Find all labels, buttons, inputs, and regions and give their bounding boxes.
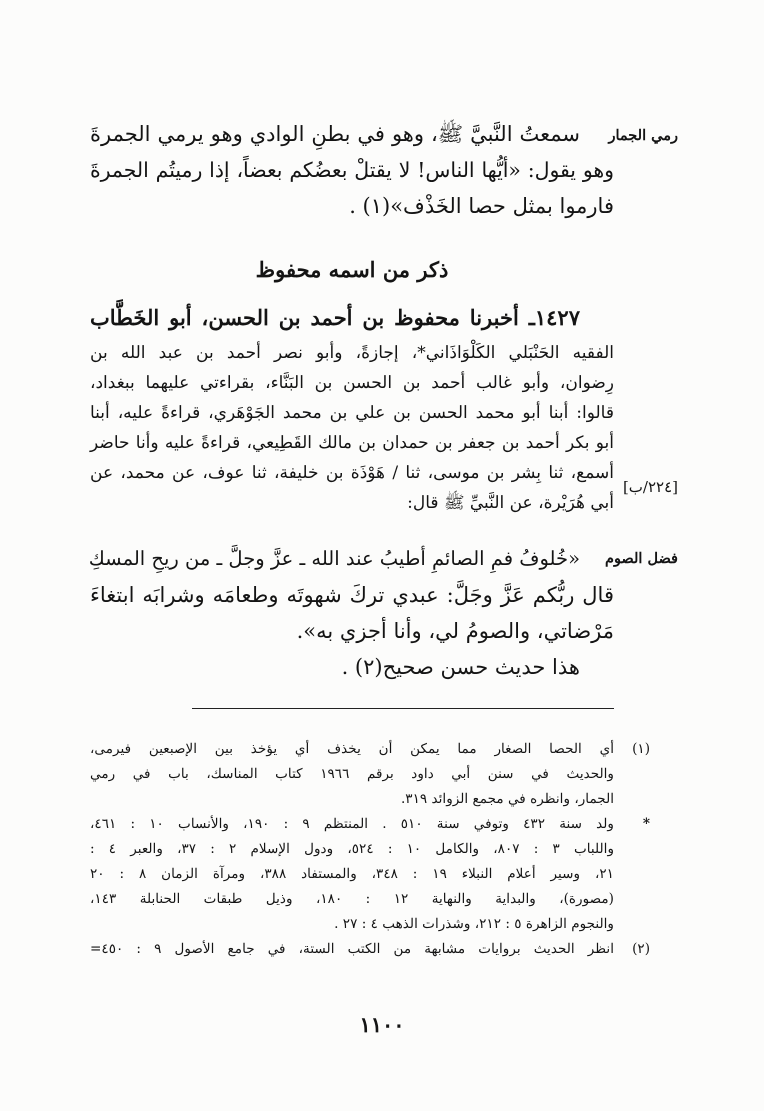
grading-line: هذا حديث حسن صحيح(٢) . [341,655,580,679]
hadith-line: «خُلوفُ فمِ الصائمِ أطيبُ عند الله ـ عزَّ وجلَّ ـ من ريحِ المسكِ [88,547,580,570]
footnote-line: ولد سنة ٤٣٢ وتوفي سنة ٥١٠ . المنتظم ٩ : ١٩٠، والأنساب ١٠ : ٤٦١، [90,816,614,832]
entry-body-line: أبي هُرَيْرة، عن النَّبيِّ ﷺ قال: [407,493,614,513]
entry-body-line: قالوا: أبنا أبو محمد الحسن بن علي بن محمد الجَوْهَري، قراءةً عليه، أبنا [90,403,614,423]
passage-1-line: فارموا بمثل حصا الخَذْف»(١) . [349,194,614,218]
page-number: ١١٠٠ [359,1012,405,1037]
footnote-line: أي الحصا الصغار مما يمكن أن يخذف أي يؤخذ بين الإصبعين فيرمى، [90,741,614,757]
footnote-number: * [642,816,650,832]
footnote-line: انظر الحديث بروايات مشابهة من الكتب الستة، في جامع الأصول ٩ : ٤٥٠= [90,941,614,957]
entry-1427 [90,300,614,518]
hadith-line: قال ربُّكم عَزَّ وجَلَّ: عبدي تركَ شهوتَه وطعامَه وشرابَه ابتغاءَ [90,583,614,607]
passage-1 [90,116,614,224]
margin-note-folio: [٢٢٤/ب] [622,478,678,496]
passage-1-line: وهو يقول: «أيُّها الناس! لا يقتلْ بعضُكم بعضاً، إذا رميتُم الجمرةَ [90,158,614,182]
footnote-separator [192,708,614,709]
footnote-line: ٢١، وسير أعلام النبلاء ١٩ : ٣٤٨، والمستفاد ٣٨٨، ومرآة الزمان ٨ : ٢٠ [90,866,614,882]
passage-1-line: سمعتُ النَّبيَّ ﷺ، وهو في بطنِ الوادي وهو يرمي الجمرةَ [90,122,580,146]
footnote-line: الجمار، وانظره في مجمع الزوائد ٣١٩. [400,791,614,807]
entry-body-line: الفقيه الحَنْبَلي الكَلْوَاذَاني*، إجازةً، وأبو نصر أحمد بن عبد الله بن [90,343,614,363]
footnote-2 [90,937,650,962]
footnote-line: والحديث في سنن أبي داود برقم ١٩٦٦ كتاب المناسك، باب في رمي [90,766,614,782]
footnote-number: (٢) [632,941,650,957]
hadith-line: مَرْضاتي، والصومُ لي، وأنا أجزي به». [296,619,614,643]
footnotes [90,737,650,962]
entry-body-line: رِضوان، وأبو غالب أحمد بن الحسن بن البَنَّاء، بقراءتي عليهما ببغداد، [90,373,614,393]
section-heading: ذكر من اسمه محفوظ [255,257,449,282]
footnote-line: والنجوم الزاهرة ٥ : ٢١٢، وشذرات الذهب ٤ : ٢٧ . [334,916,614,932]
footnote-line: (مصورة)، والبداية والنهاية ١٢ : ١٨٠، وذيل طبقات الحنابلة ١٤٣، [90,891,614,907]
entry-body-line: أسمع، ثنا بِشر بن موسى، ثنا / هَوْذَة بن خليفة، ثنا عوف، عن محمد، عن [90,463,614,483]
hadith-text [90,541,614,685]
footnote-1 [90,737,650,812]
footnote-number: (١) [632,741,650,757]
entry-title: ١٤٢٧ـ أخبرنا محفوظ بن أحمد بن الحسن، أبو الخَطَّاب [90,305,580,330]
margin-note-ramy: رمي الجمار [608,127,678,144]
entry-body-line: أبو بكر أحمد بن جعفر بن حمدان بن مالك القَطِيعي، قراءةً عليه وأنا حاضر [90,433,614,453]
margin-note-fadl: فضل الصوم [604,550,678,567]
footnote-star [90,812,650,937]
footnote-line: واللباب ٣ : ٨٠٧، والكامل ١٠ : ٥٢٤، ودول الإسلام ٢ : ٣٧، والعبر ٤ : [90,841,615,857]
